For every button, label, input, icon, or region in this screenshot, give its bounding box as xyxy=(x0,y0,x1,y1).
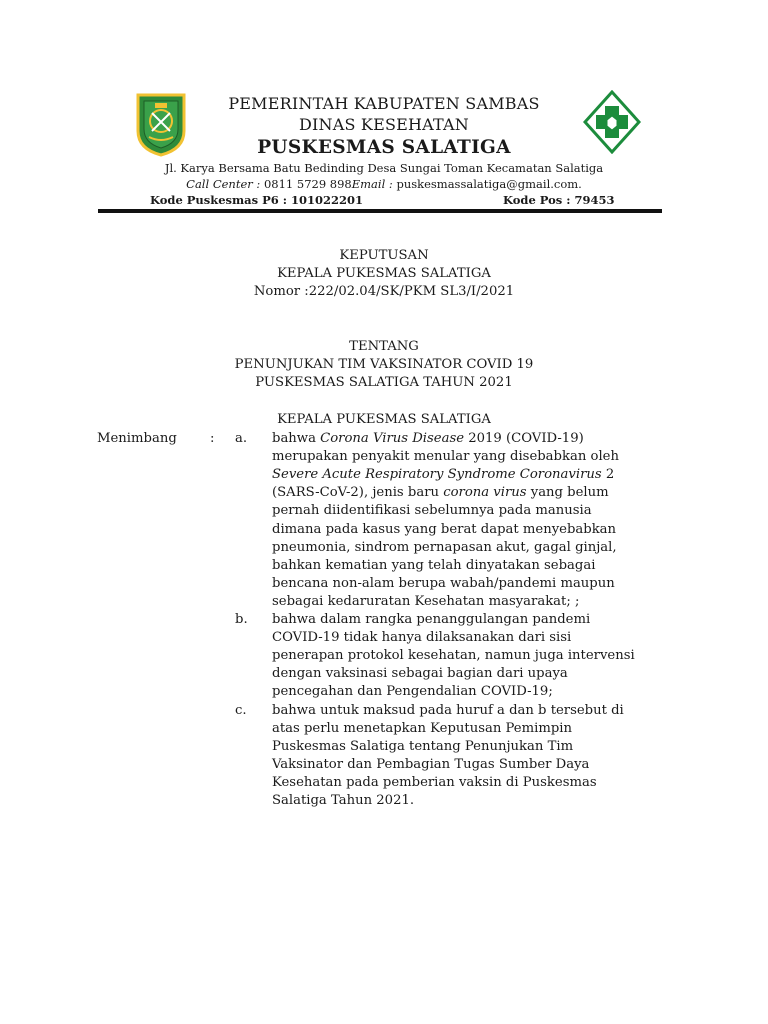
italic-term: Severe Acute Respiratory Syndrome Coronavirus xyxy=(272,467,602,483)
gov-line: PEMERINTAH KABUPATEN SAMBAS xyxy=(228,94,540,113)
item-text-line xyxy=(272,558,595,573)
text-segment: bahwa dalam rangka penanggulangan pandemi xyxy=(272,612,591,627)
text-segment: penerapan protokol kesehatan, namun juga intervensi xyxy=(272,648,635,664)
item-marker: b. xyxy=(235,612,248,627)
text-segment: dengan vaksinasi sebagai bagian dari upaya xyxy=(272,666,568,682)
item-marker: a. xyxy=(235,431,248,446)
decree-issuer: KEPALA PUKESMAS SALATIGA xyxy=(277,266,491,281)
kode-pos: Kode Pos : 79453 xyxy=(503,193,615,207)
text-segment: bencana non-alam berupa wabah/pandemi maupun xyxy=(272,575,615,591)
italic-term: Corona Virus Disease xyxy=(320,431,465,446)
item-text-line xyxy=(272,503,592,518)
contact-line xyxy=(0,177,768,191)
text-segment: Salatiga Tahun 2021. xyxy=(272,793,415,808)
letterhead-divider xyxy=(98,209,662,213)
decree-title: KEPUTUSAN xyxy=(339,248,429,263)
email-label: Email : xyxy=(351,177,393,191)
italic-term: corona virus xyxy=(443,485,527,501)
item-text-line xyxy=(272,739,573,754)
text-segment: (SARS-CoV-2), jenis baru xyxy=(272,485,444,501)
text-segment: pencegahan dan Pengendalian COVID-19; xyxy=(272,684,553,700)
subject-heading: TENTANG xyxy=(349,339,419,354)
item-text-line xyxy=(272,612,590,627)
item-text-line xyxy=(272,775,597,790)
call-center-number: 0811 5729 898 xyxy=(263,177,352,191)
text-segment: Kesehatan pada pemberian vaksin di Puskesmas xyxy=(272,774,597,790)
subject-line-2: PUSKESMAS SALATIGA TAHUN 2021 xyxy=(255,375,513,390)
text-segment: Puskesmas Salatiga tentang Penunjukan Tim xyxy=(272,738,574,754)
item-text-line xyxy=(272,721,572,736)
item-text-line xyxy=(272,449,619,464)
text-segment: dimana pada kasus yang berat dapat menyebabkan xyxy=(272,521,617,537)
item-text-line xyxy=(272,485,609,500)
text-segment: sebagai kedaruratan Kesehatan masyarakat; ; xyxy=(272,593,580,609)
email-value: puskesmassalatiga@gmail.com. xyxy=(396,177,582,191)
item-text-line xyxy=(272,666,568,681)
text-segment: COVID-19 tidak hanya dilaksanakan dari sisi xyxy=(272,630,572,646)
text-segment: Vaksinator dan Pembagian Tugas Sumber Daya xyxy=(272,756,590,772)
item-text-line xyxy=(272,630,571,645)
item-text-line xyxy=(272,594,579,609)
text-segment: yang belum xyxy=(526,485,609,501)
item-text-line xyxy=(272,467,614,482)
text-segment: merupakan penyakit menular yang disebabkan oleh xyxy=(272,449,619,465)
text-segment: 2 xyxy=(601,467,615,483)
text-segment: pernah diidentifikasi sebelumnya pada manusia xyxy=(272,503,592,519)
considerations-label: Menimbang xyxy=(97,431,177,446)
item-text-line xyxy=(272,757,589,772)
text-segment: 2019 (COVID-19) xyxy=(464,431,584,446)
item-marker: c. xyxy=(235,702,247,718)
dept-line: DINAS KESEHATAN xyxy=(298,115,469,134)
text-segment: bahkan kematian yang telah dinyatakan sebagai xyxy=(272,557,596,573)
text-segment: pneumonia, sindrom pernapasan akut, gagal ginjal, xyxy=(272,539,617,555)
item-text-line xyxy=(272,431,584,446)
kode-puskesmas: Kode Puskesmas P6 : 101022201 xyxy=(150,193,364,207)
text-segment: bahwa xyxy=(272,431,321,446)
decree-number: Nomor :222/02.04/SK/PKM SL3/I/2021 xyxy=(253,284,515,299)
item-text-line xyxy=(272,540,617,555)
address-line: Jl. Karya Bersama Batu Bedinding Desa Sungai Toman Kecamatan Salatiga xyxy=(164,161,604,175)
item-text-line xyxy=(272,684,553,699)
item-text-line xyxy=(272,522,616,537)
item-text-line xyxy=(272,793,414,808)
considerations-colon: : xyxy=(210,431,215,446)
org-name: PUSKESMAS SALATIGA xyxy=(257,137,511,158)
item-text-line xyxy=(272,648,635,663)
item-text-line xyxy=(272,703,624,718)
subject-line-1: PENUNJUKAN TIM VAKSINATOR COVID 19 xyxy=(234,357,534,372)
call-center-label: Call Center : xyxy=(186,177,261,191)
item-text-line xyxy=(272,576,615,591)
issuer-heading: KEPALA PUKESMAS SALATIGA xyxy=(277,412,491,427)
text-segment: bahwa untuk maksud pada huruf a dan b tersebut di xyxy=(272,702,624,718)
text-segment: atas perlu menetapkan Keputusan Pemimpin xyxy=(272,720,572,736)
